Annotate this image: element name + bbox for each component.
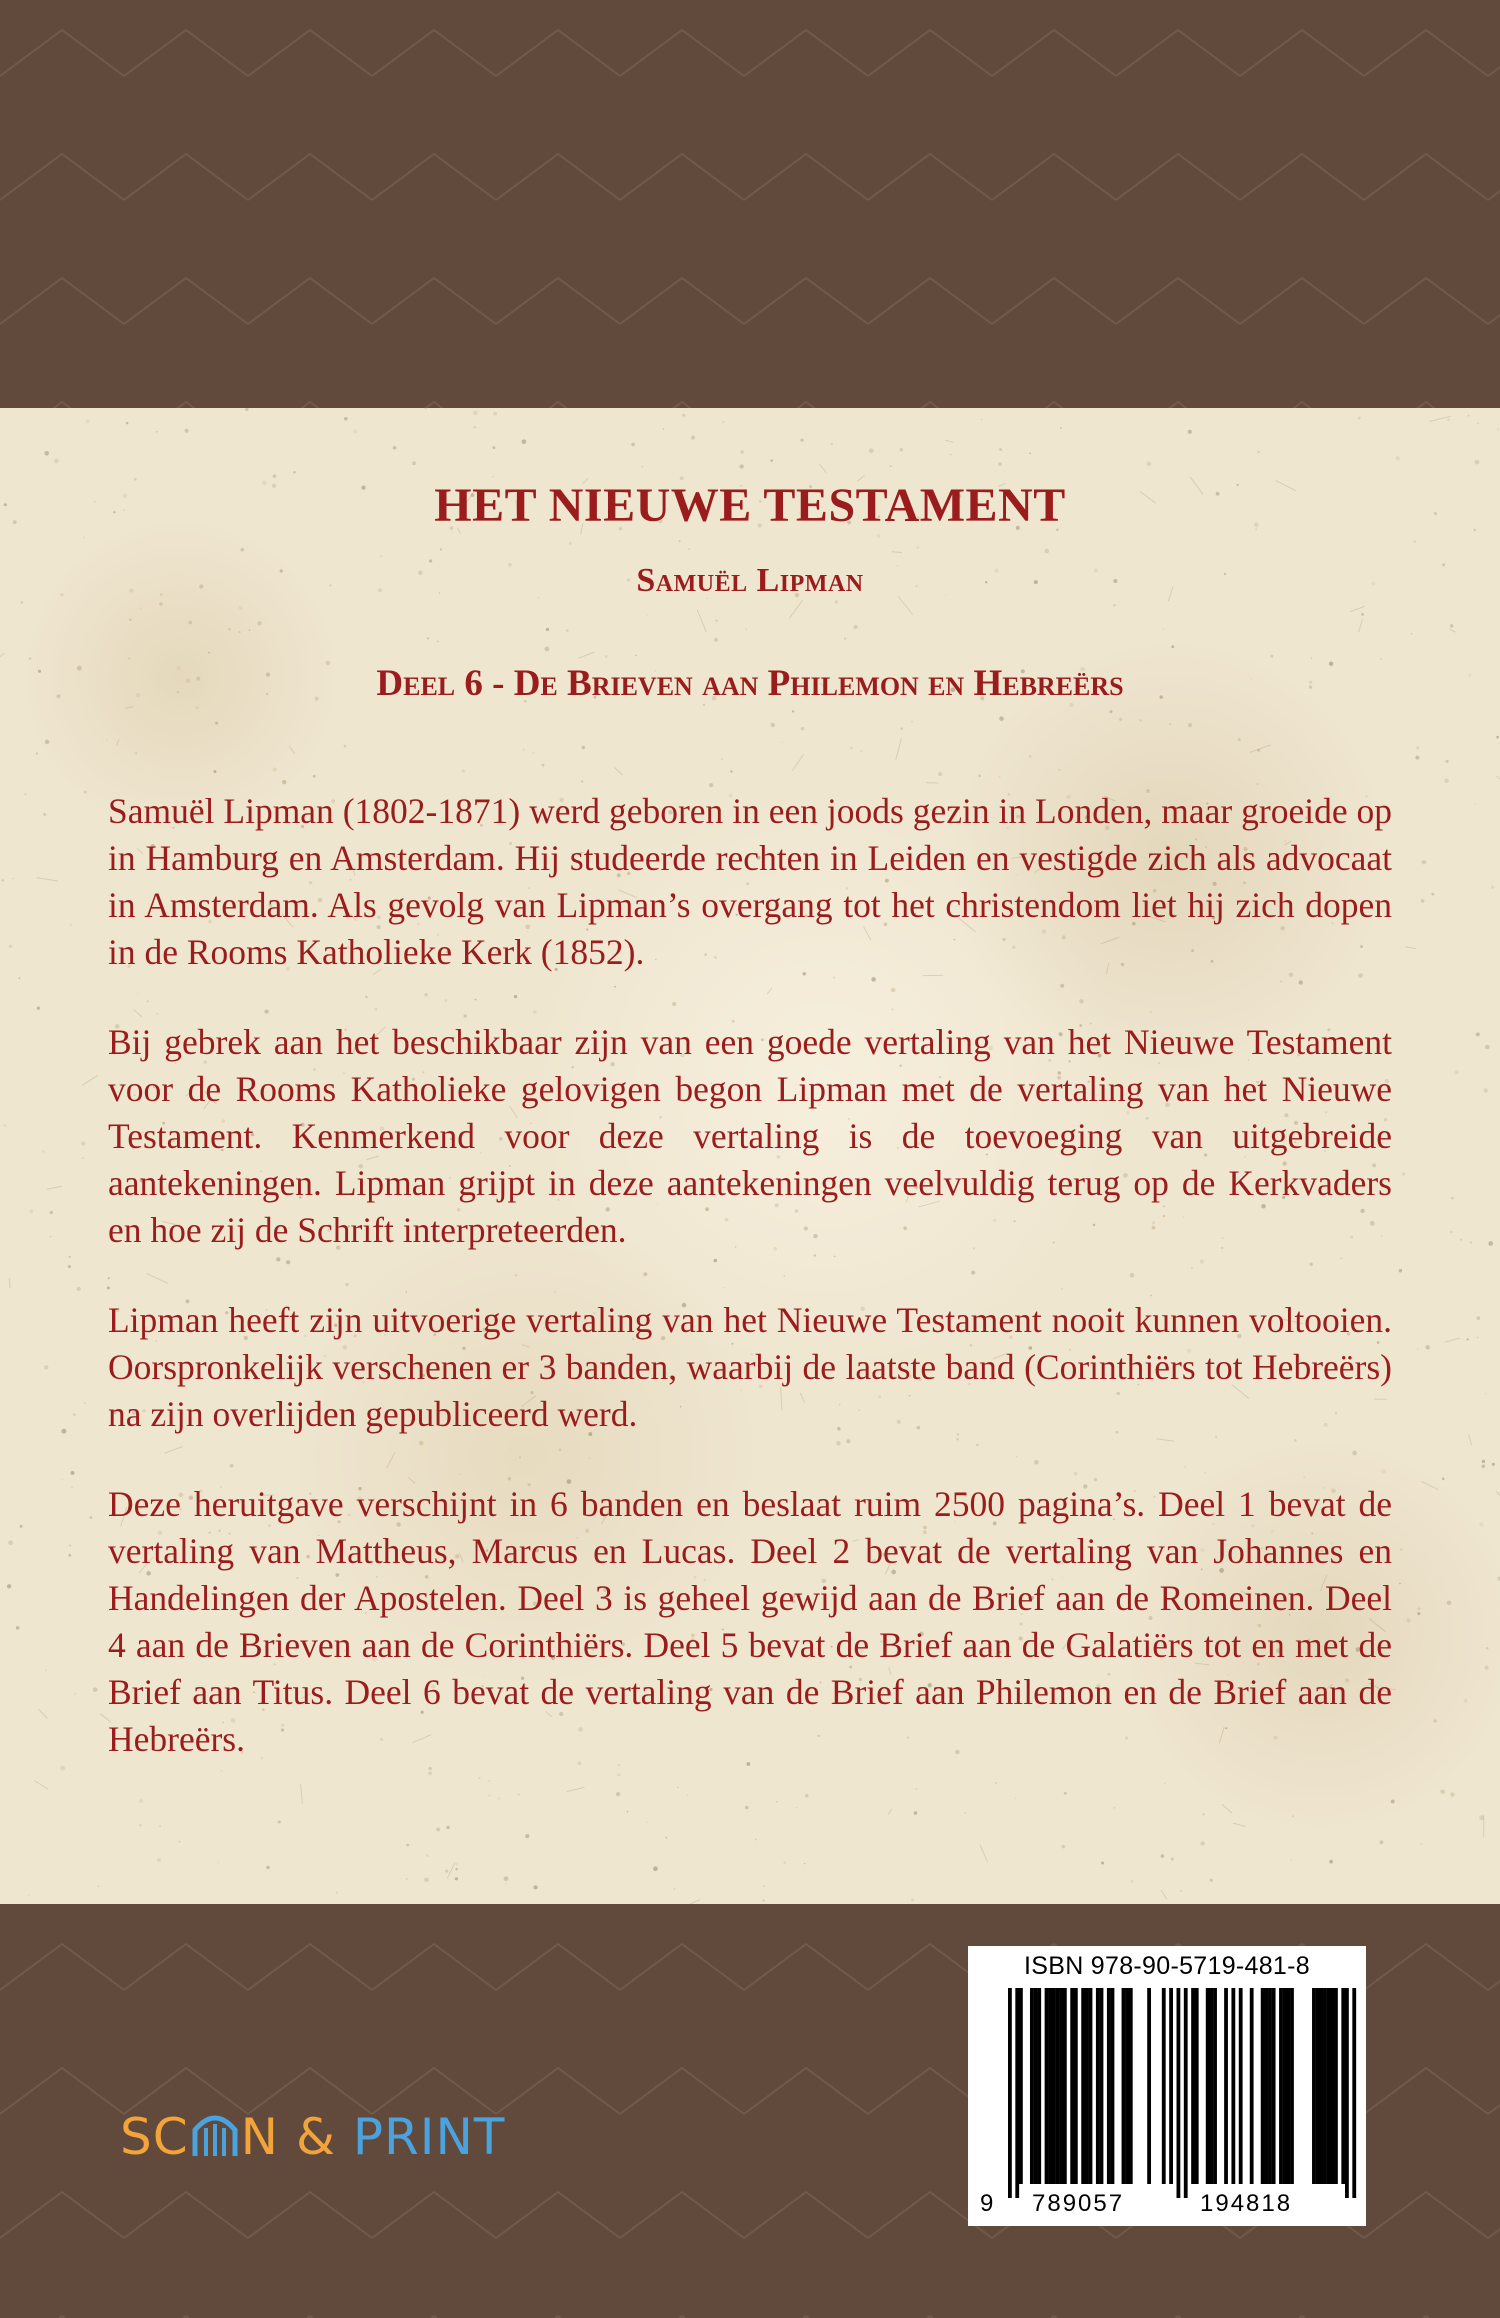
arch-columns-icon	[189, 2112, 241, 2156]
logo-text-print: PRINT	[352, 2108, 506, 2166]
top-pattern-band	[0, 0, 1500, 408]
book-author: Samuël Lipman	[636, 562, 864, 599]
logo-text-n: N &	[240, 2108, 336, 2166]
barcode-digits-left: 789057	[1032, 2190, 1125, 2217]
barcode-digit-lead: 9	[980, 2190, 996, 2217]
book-title: HET NIEUWE TESTAMENT	[434, 479, 1066, 532]
blurb-paragraph: Lipman heeft zijn uitvoerige vertaling van het Nieuwe Testament nooit kunnen voltooien. Oorspronkelijk verschenen er 3 banden, waarbij de laatste band (Corinthiërs tot Hebreërs) na zijn overlijden gepubliceerd werd.	[108, 1300, 1392, 1434]
blurb-text	[108, 788, 1392, 1806]
isbn-label: ISBN 978-90-5719-481-8	[1024, 1952, 1310, 1980]
logo-text-sc: SC	[120, 2108, 189, 2166]
blurb-paragraph: Samuël Lipman (1802-1871) werd geboren in een joods gezin in Londen, maar groeide op in Hamburg en Amsterdam. Hij studeerde rechten in Leiden en vestigde zich als advocaat in Amsterdam. Als gevolg van Lipman’s overgang tot het christendom liet hij zich dopen in de Rooms Katholieke Kerk (1852).	[108, 791, 1392, 972]
publisher-logo	[120, 2108, 505, 2166]
barcode-bars	[968, 1946, 1366, 2226]
chevron-pattern	[0, 0, 1500, 408]
isbn-barcode	[968, 1946, 1366, 2226]
barcode-digits-right: 194818	[1200, 2190, 1293, 2217]
volume-subtitle: Deel 6 - De Brieven aan Philemon en Hebreërs	[376, 663, 1124, 704]
blurb-paragraph: Deze heruitgave verschijnt in 6 banden en beslaat ruim 2500 pagina’s. Deel 1 bevat de vertaling van Mattheus, Marcus en Lucas. Deel 2 bevat de vertaling van Johannes en Handelingen der Apostelen. Deel 3 is geheel gewijd aan de Brief aan de Romeinen. Deel 4 aan de Brieven aan de Corinthiërs. Deel 5 bevat de Brief aan de Galatiërs tot en met de Brief aan Titus. Deel 6 bevat de vertaling van de Brief aan Philemon en de Brief aan de Hebreërs.	[108, 1484, 1392, 1759]
parchment-panel	[0, 408, 1500, 1904]
blurb-paragraph: Bij gebrek aan het beschikbaar zijn van een goede vertaling van het Nieuwe Testament voor de Rooms Katholieke gelovigen begon Lipman met de vertaling van het Nieuwe Testament. Kenmerkend voor deze vertaling is de toevoeging van uitgebreide aantekeningen. Lipman grijpt in deze aantekeningen veelvuldig terug op de Kerkvaders en hoe zij de Schrift interpreteerden.	[108, 1022, 1392, 1250]
